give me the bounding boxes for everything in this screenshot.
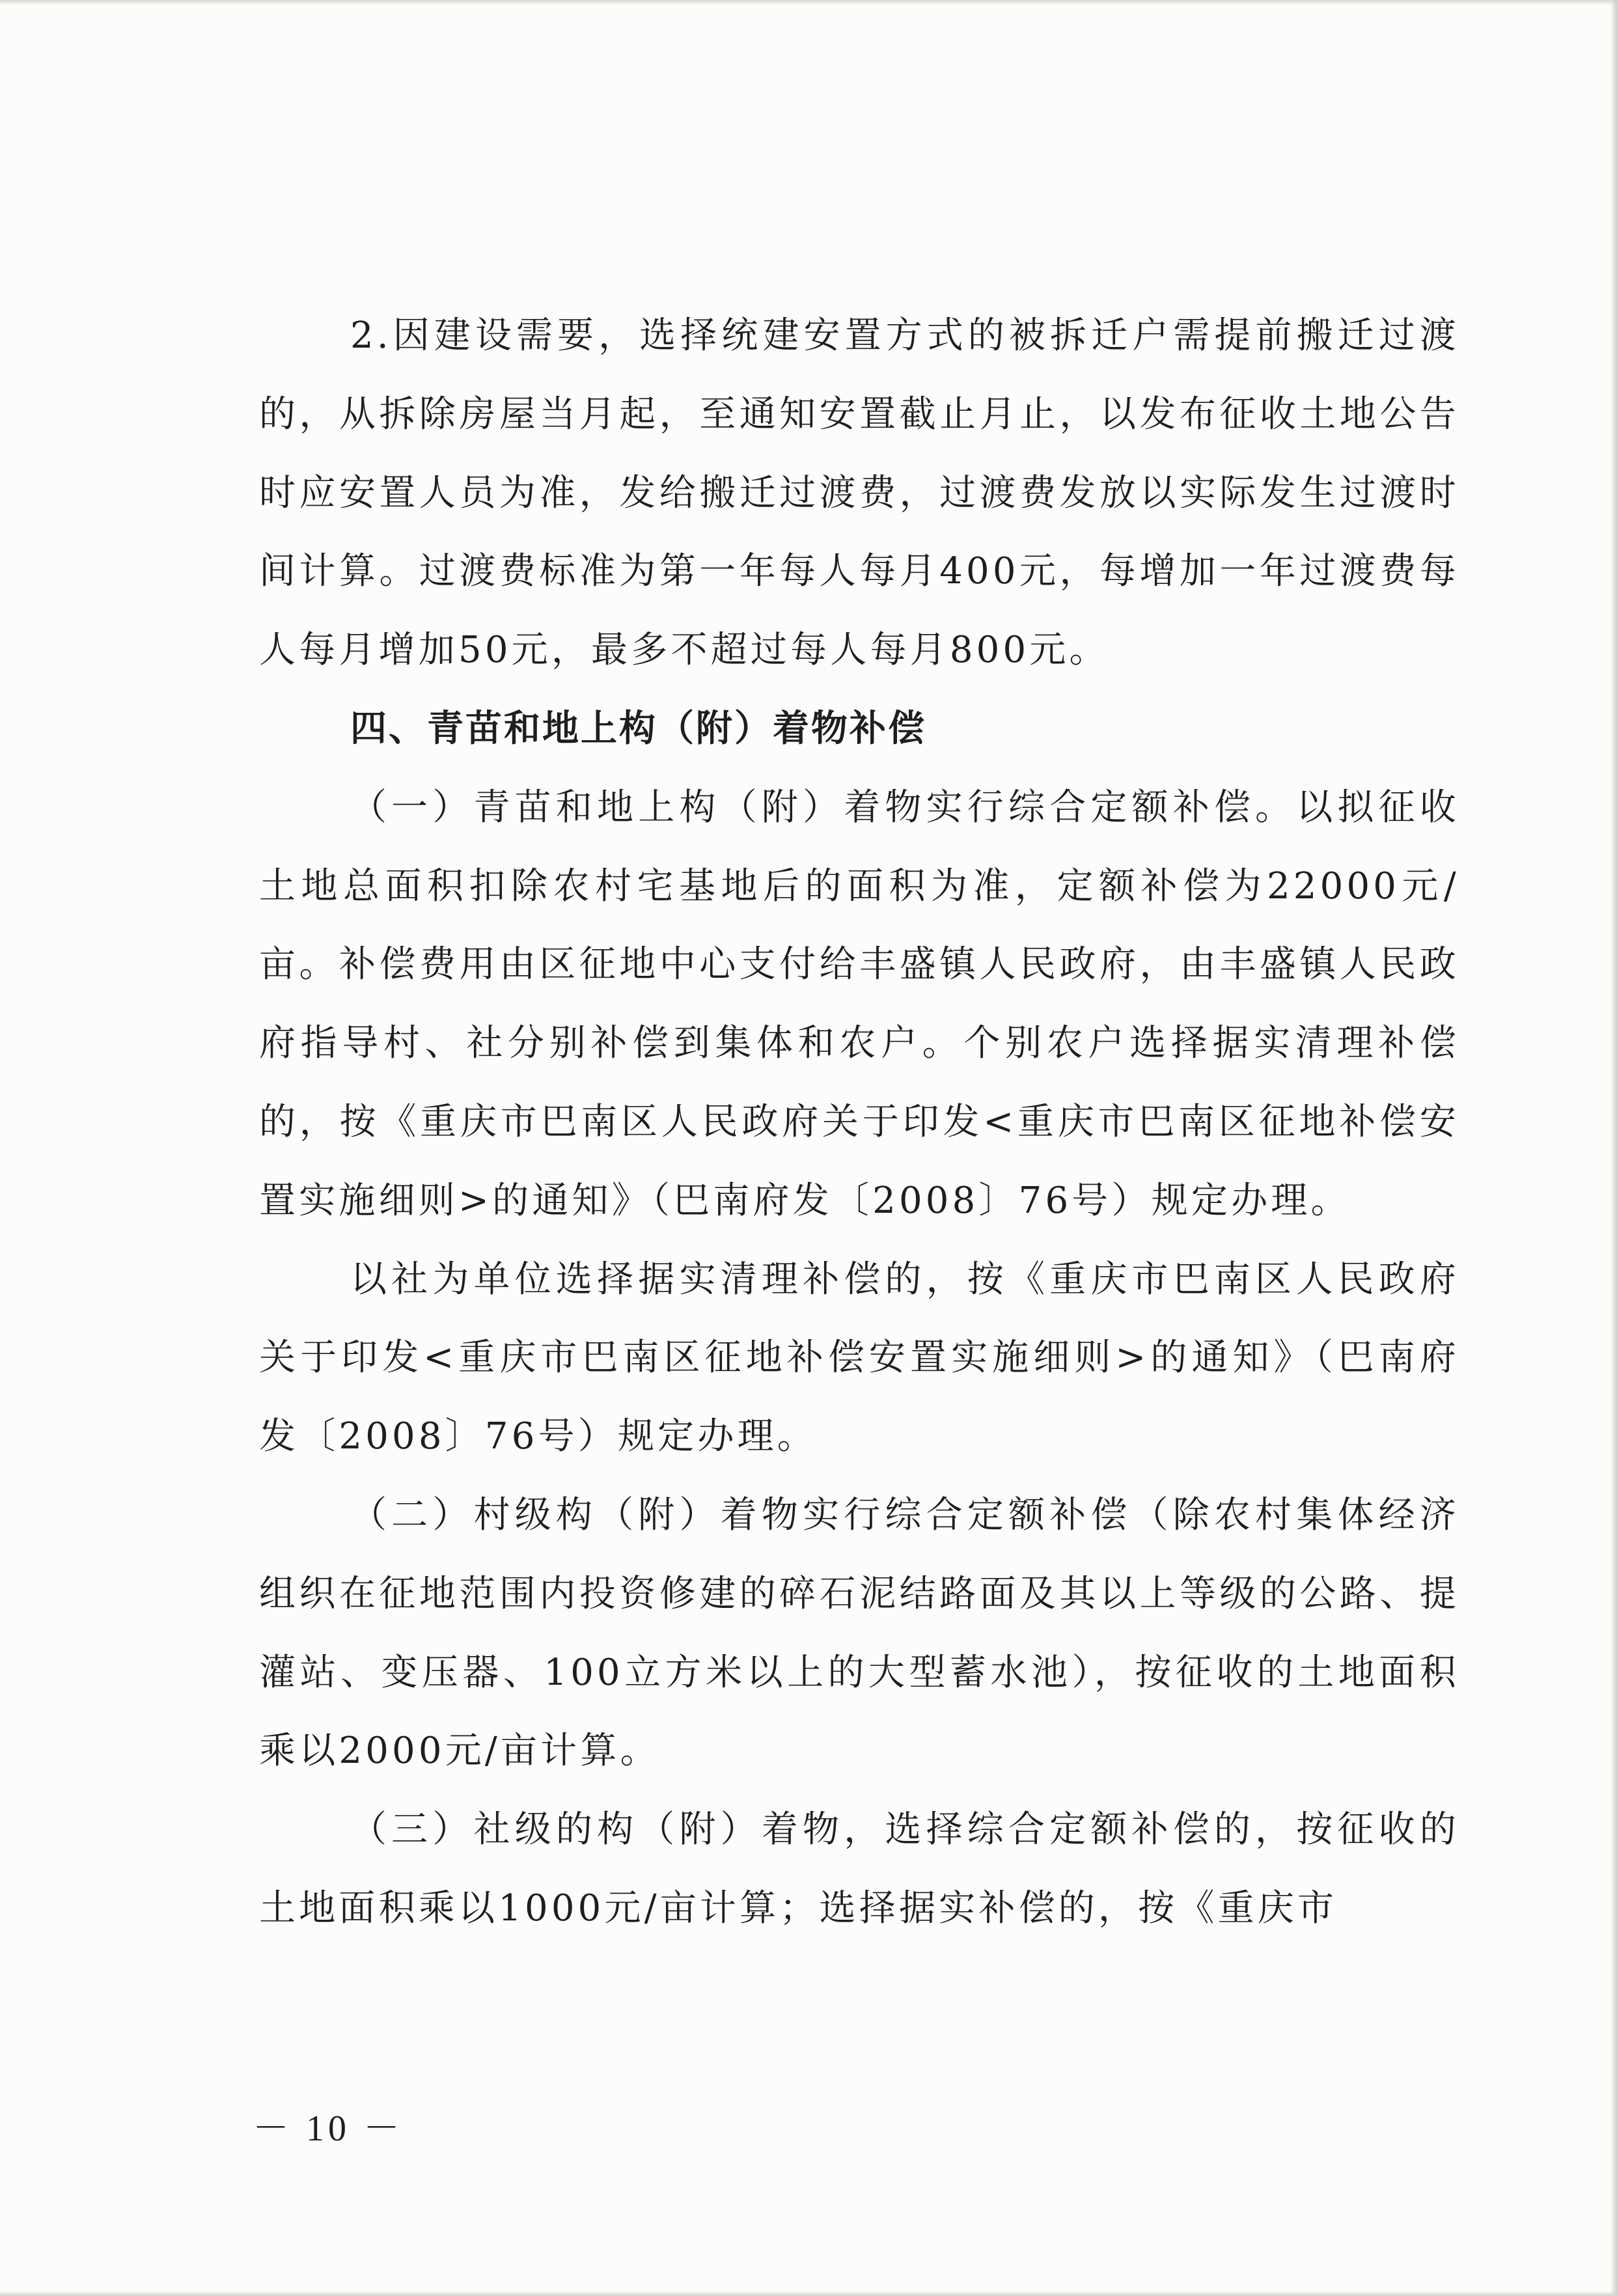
paragraph-village-structures: （二）村级构（附）着物实行综合定额补偿（除农村集体经济组织在征地范围内投资修建的碎石泥结路面及其以上等级的公路、提灌站、变压器、100立方米以上的大型蓄水池），按征收的土地面积乘以2000元/亩计算。 [259,1493,1459,1773]
paragraph-community-compensation: 以社为单位选择据实清理补偿的，按《重庆市巴南区人民政府关于印发<重庆市巴南区征地补偿安置实施细则>的通知》（巴南府发〔2008〕76号）规定办理。 [259,1258,1459,1458]
scan-edge-top [0,0,1617,5]
page-number: － 10 － [253,2109,404,2149]
section-heading-4: 四、青苗和地上构（附）着物补偿 [350,707,926,750]
scan-edge-bottom [0,2291,1617,2296]
scan-edge-right [1610,0,1617,2296]
paragraph-seedling-compensation: （一）青苗和地上构（附）着物实行综合定额补偿。以拟征收土地总面积扣除农村宅基地后的面积为准，定额补偿为22000元/亩。补偿费用由区征地中心支付给丰盛镇人民政府，由丰盛镇人民政府指导村、社分别补偿到集体和农户。个别农户选择据实清理补偿的，按《重庆市巴南区人民政府关于印发<重庆市巴南区征地补偿安置实施细则>的通知》（巴南府发〔2008〕76号）规定办理。 [259,786,1459,1222]
paragraph-relocation-fee: 2.因建设需要，选择统建安置方式的被拆迁户需提前搬迁过渡的，从拆除房屋当月起，至通知安置截止月止，以发布征收土地公告时应安置人员为准，发给搬迁过渡费，过渡费发放以实际发生过渡时间计算。过渡费标准为第一年每人每月400元，每增加一年过渡费每人每月增加50元，最多不超过每人每月800元。 [259,314,1459,672]
paragraph-community-structures: （三）社级的构（附）着物，选择综合定额补偿的，按征收的土地面积乘以1000元/亩计算；选择据实补偿的，按《重庆市 [259,1808,1459,1929]
document-body [259,297,1459,1948]
